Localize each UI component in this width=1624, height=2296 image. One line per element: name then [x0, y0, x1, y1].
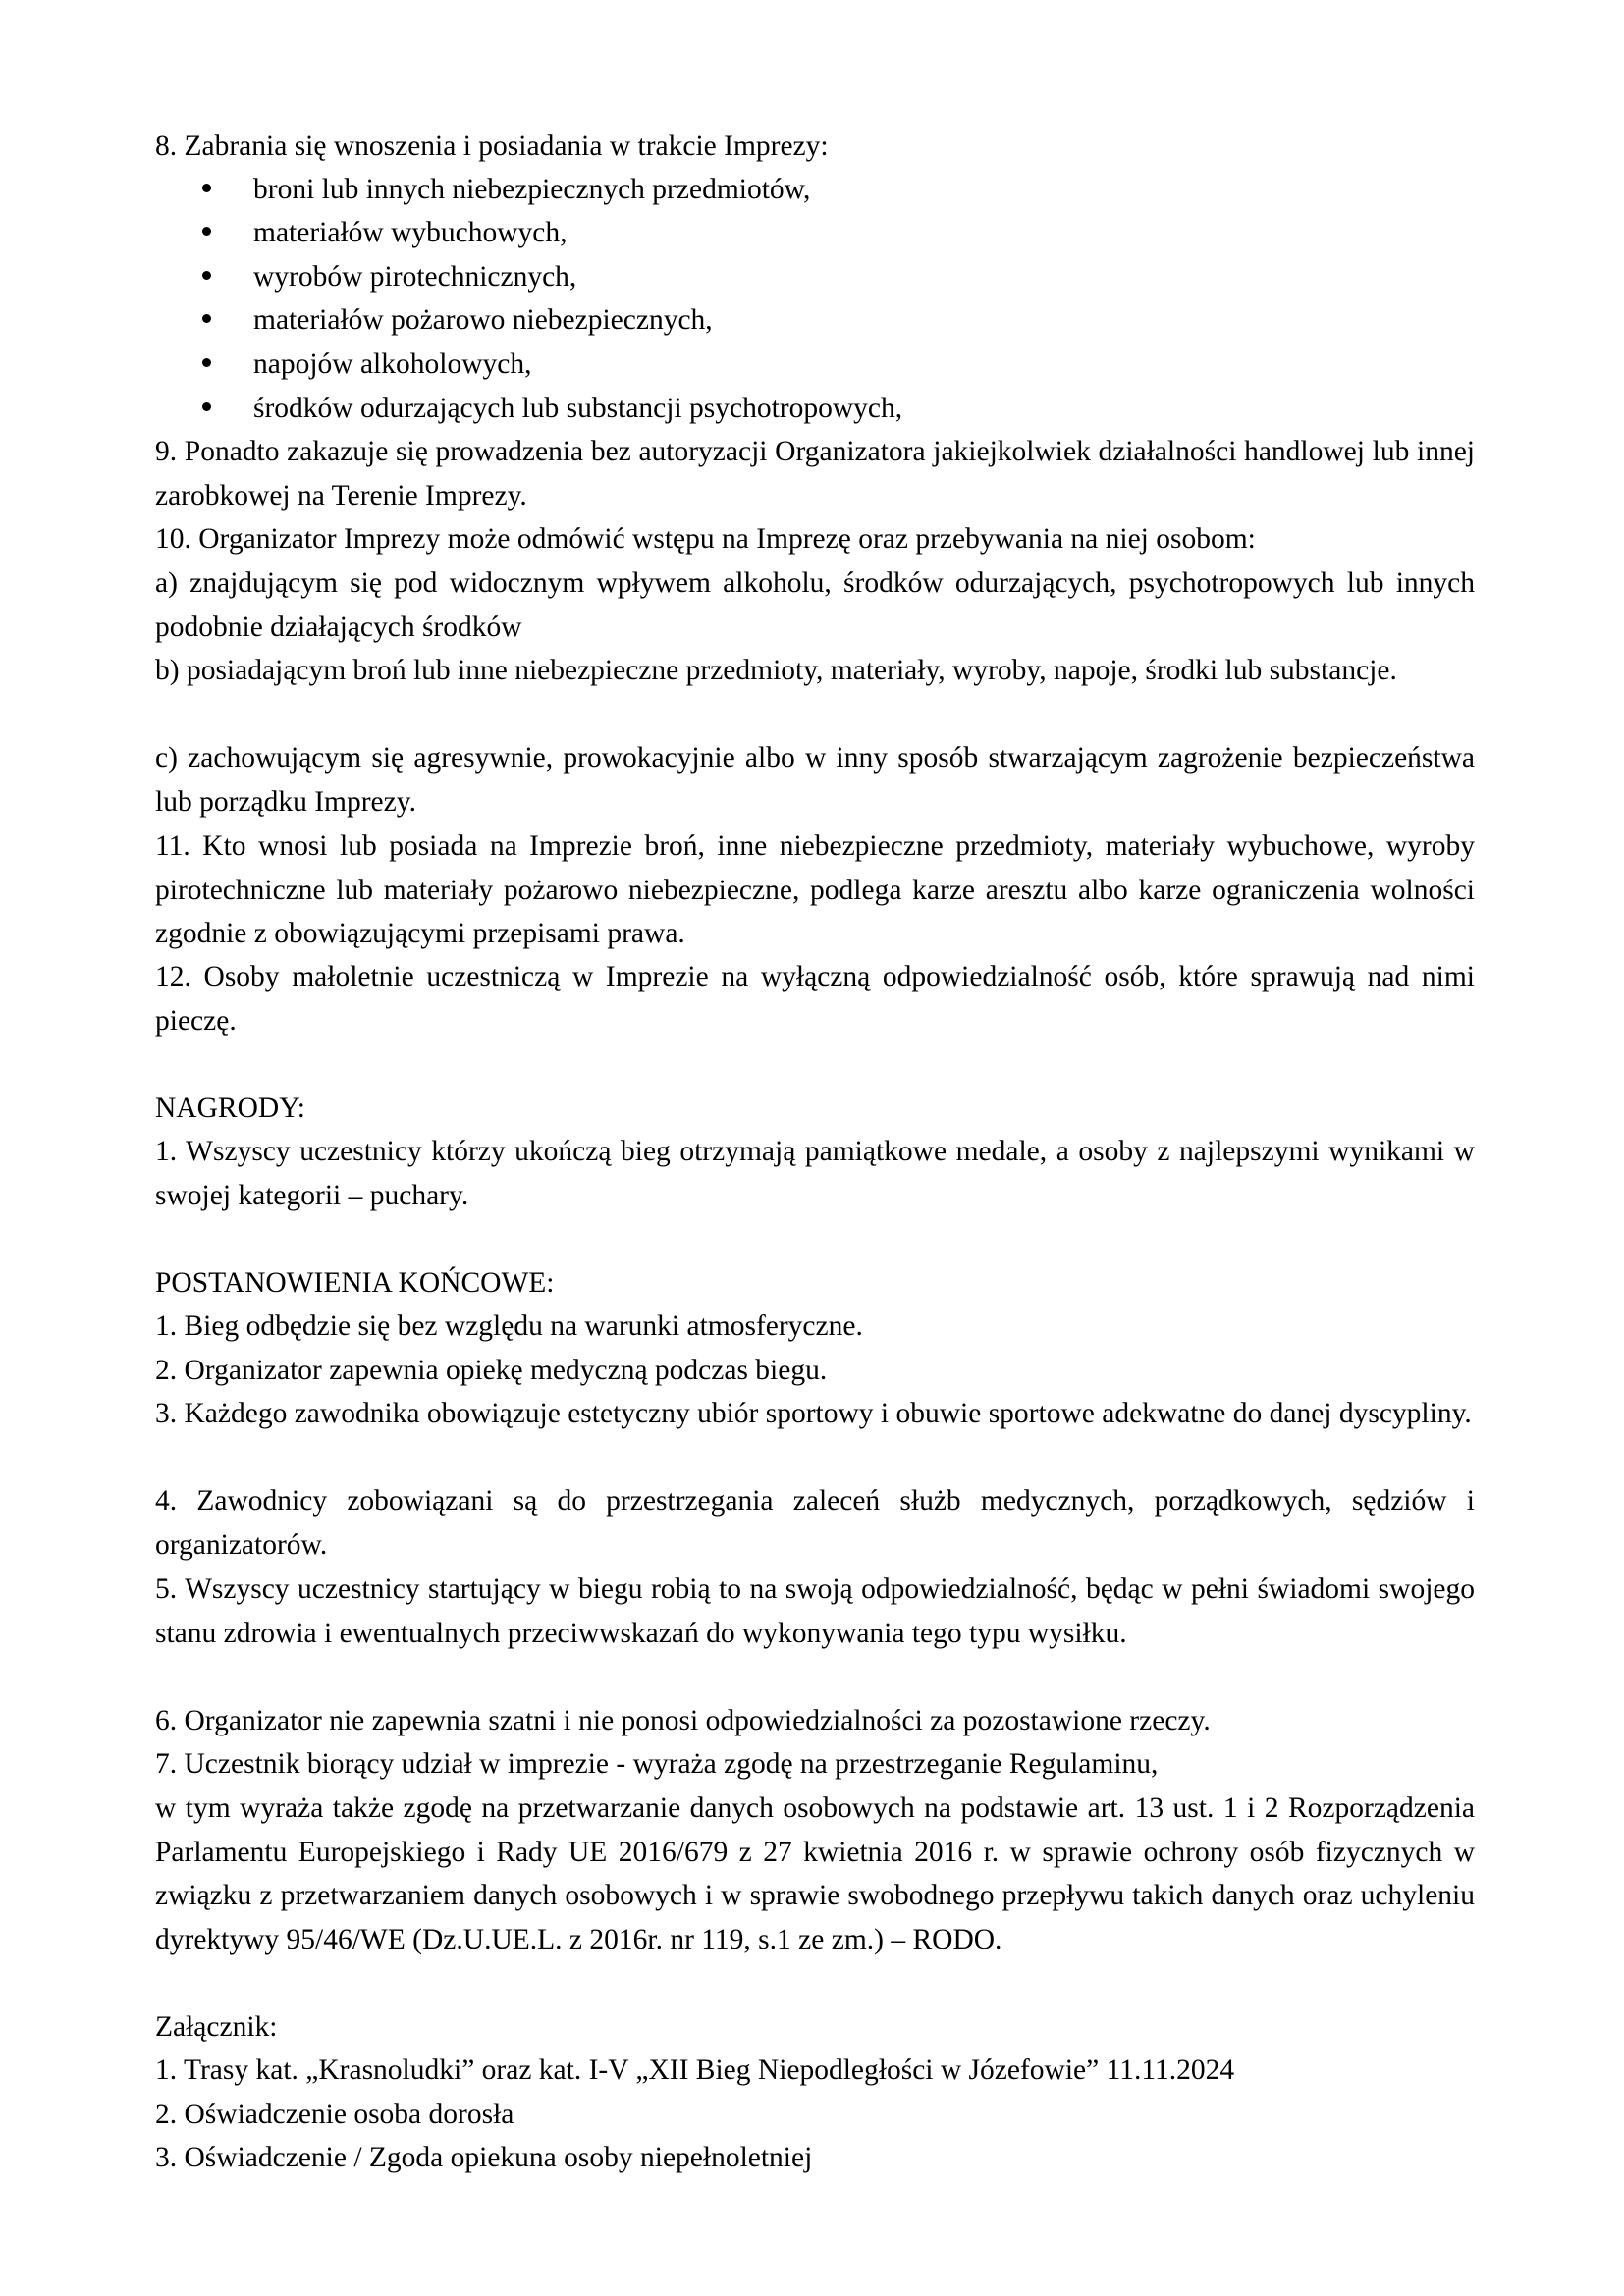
- final-item-4: 4. Zawodnicy zobowiązani są do przestrzegania zaleceń służb medycznych, porządkowych, sędziów i organizatorów.: [155, 1485, 1475, 1561]
- rule-10c: c) zachowującym się agresywnie, prowokacyjnie albo w inny sposób stwarzającym zagrożenie bezpieczeństwa lub porządku Imprezy.: [155, 742, 1475, 818]
- rule-10b: b) posiadającym broń lub inne niebezpieczne przedmioty, materiały, wyroby, napoje, środki lub substancje.: [155, 655, 1397, 686]
- list-item-text: materiałów pożarowo niebezpiecznych,: [253, 304, 713, 336]
- attachment-item-2: 2. Oświadczenie osoba dorosła: [155, 2099, 514, 2130]
- list-item-text: materiałów wybuchowych,: [253, 217, 568, 248]
- attachments-heading: Załącznik:: [155, 2011, 278, 2043]
- rule-12: 12. Osoby małoletnie uczestniczą w Imprezie na wyłączną odpowiedzialność osób, które sprawują nad nimi pieczę.: [155, 961, 1475, 1037]
- attachment-item-1: 1. Trasy kat. „Krasnoludki” oraz kat. I-V „XII Bieg Niepodległości w Józefowie” 11.11.2024: [155, 2055, 1235, 2086]
- final-item-6: 6. Organizator nie zapewnia szatni i nie ponosi odpowiedzialności za pozostawione rzeczy.: [155, 1705, 1211, 1736]
- final-item-5: 5. Wszyscy uczestnicy startujący w biegu robią to na swoją odpowiedzialność, będąc w pełni świadomi swojego stanu zdrowia i ewentualnych przeciwwskazań do wykonywania tego typu wysiłku.: [155, 1574, 1475, 1649]
- final-provisions-heading: POSTANOWIENIA KOŃCOWE:: [155, 1267, 555, 1299]
- bullet-icon: [202, 358, 211, 367]
- attachment-item-3: 3. Oświadczenie / Zgoda opiekuna osoby niepełnoletniej: [155, 2142, 813, 2173]
- final-item-1: 1. Bieg odbędzie się bez względu na warunki atmosferyczne.: [155, 1310, 863, 1342]
- final-item-3: 3. Każdego zawodnika obowiązuje estetyczny ubiór sportowy i obuwie sportowe adekwatne do danej dyscypliny.: [155, 1398, 1472, 1429]
- rule-8-intro: 8. Zabrania się wnoszenia i posiadania w trakcie Imprezy:: [155, 131, 829, 162]
- rule-11: 11. Kto wnosi lub posiada na Imprezie broń, inne niebezpieczne przedmioty, materiały wybuchowe, wyroby pirotechniczne lub materiały pożarowo niebezpieczne, podlega karze aresztu albo karze ograniczenia wolności zgodnie z obowiązującymi przepisami prawa.: [155, 830, 1475, 950]
- bullet-icon: [202, 314, 211, 323]
- bullet-icon: [202, 227, 211, 236]
- bullet-icon: [202, 271, 211, 280]
- list-item-text: broni lub innych niebezpiecznych przedmiotów,: [253, 174, 811, 205]
- prizes-heading: NAGRODY:: [155, 1093, 305, 1124]
- list-item-text: środków odurzających lub substancji psychotropowych,: [253, 393, 903, 424]
- rule-10a: a) znajdującym się pod widocznym wpływem alkoholu, środków odurzających, psychotropowych lub innych podobnie działających środków: [155, 567, 1475, 643]
- bullet-icon: [202, 184, 211, 192]
- final-item-7-body: w tym wyraża także zgodę na przetwarzanie danych osobowych na podstawie art. 13 ust. 1 i 2 Rozporządzenia Parlamentu Europejskiego i Rady UE 2016/679 z 27 kwietnia 2016 r. w sprawie ochrony osób fizycznych w związku z przetwarzaniem danych osobowych i w sprawie swobodnego przepływu takich danych oraz uchyleniu dyrektywy 95/46/WE (Dz.U.UE.L. z 2016r. nr 119, s.1 ze zm.) – RODO.: [155, 1792, 1475, 1955]
- final-item-2: 2. Organizator zapewnia opiekę medyczną podczas biegu.: [155, 1355, 828, 1386]
- final-item-7-first-line: 7. Uczestnik biorący udział w imprezie - wyraża zgodę na przestrzeganie Regulaminu,: [155, 1748, 1159, 1780]
- prizes-item-1: 1. Wszyscy uczestnicy którzy ukończą bieg otrzymają pamiątkowe medale, a osoby z najlepszymi wynikami w swojej kategorii – puchary.: [155, 1136, 1475, 1211]
- bullet-icon: [202, 402, 211, 411]
- rule-9: 9. Ponadto zakazuje się prowadzenia bez autoryzacji Organizatora jakiejkolwiek działalności handlowej lub innej zarobkowej na Terenie Imprezy.: [155, 436, 1475, 511]
- list-item-text: napojów alkoholowych,: [253, 348, 532, 380]
- list-item-text: wyrobów pirotechnicznych,: [253, 261, 577, 293]
- rule-10-intro: 10. Organizator Imprezy może odmówić wstępu na Imprezę oraz przebywania na niej osobom:: [155, 523, 1256, 555]
